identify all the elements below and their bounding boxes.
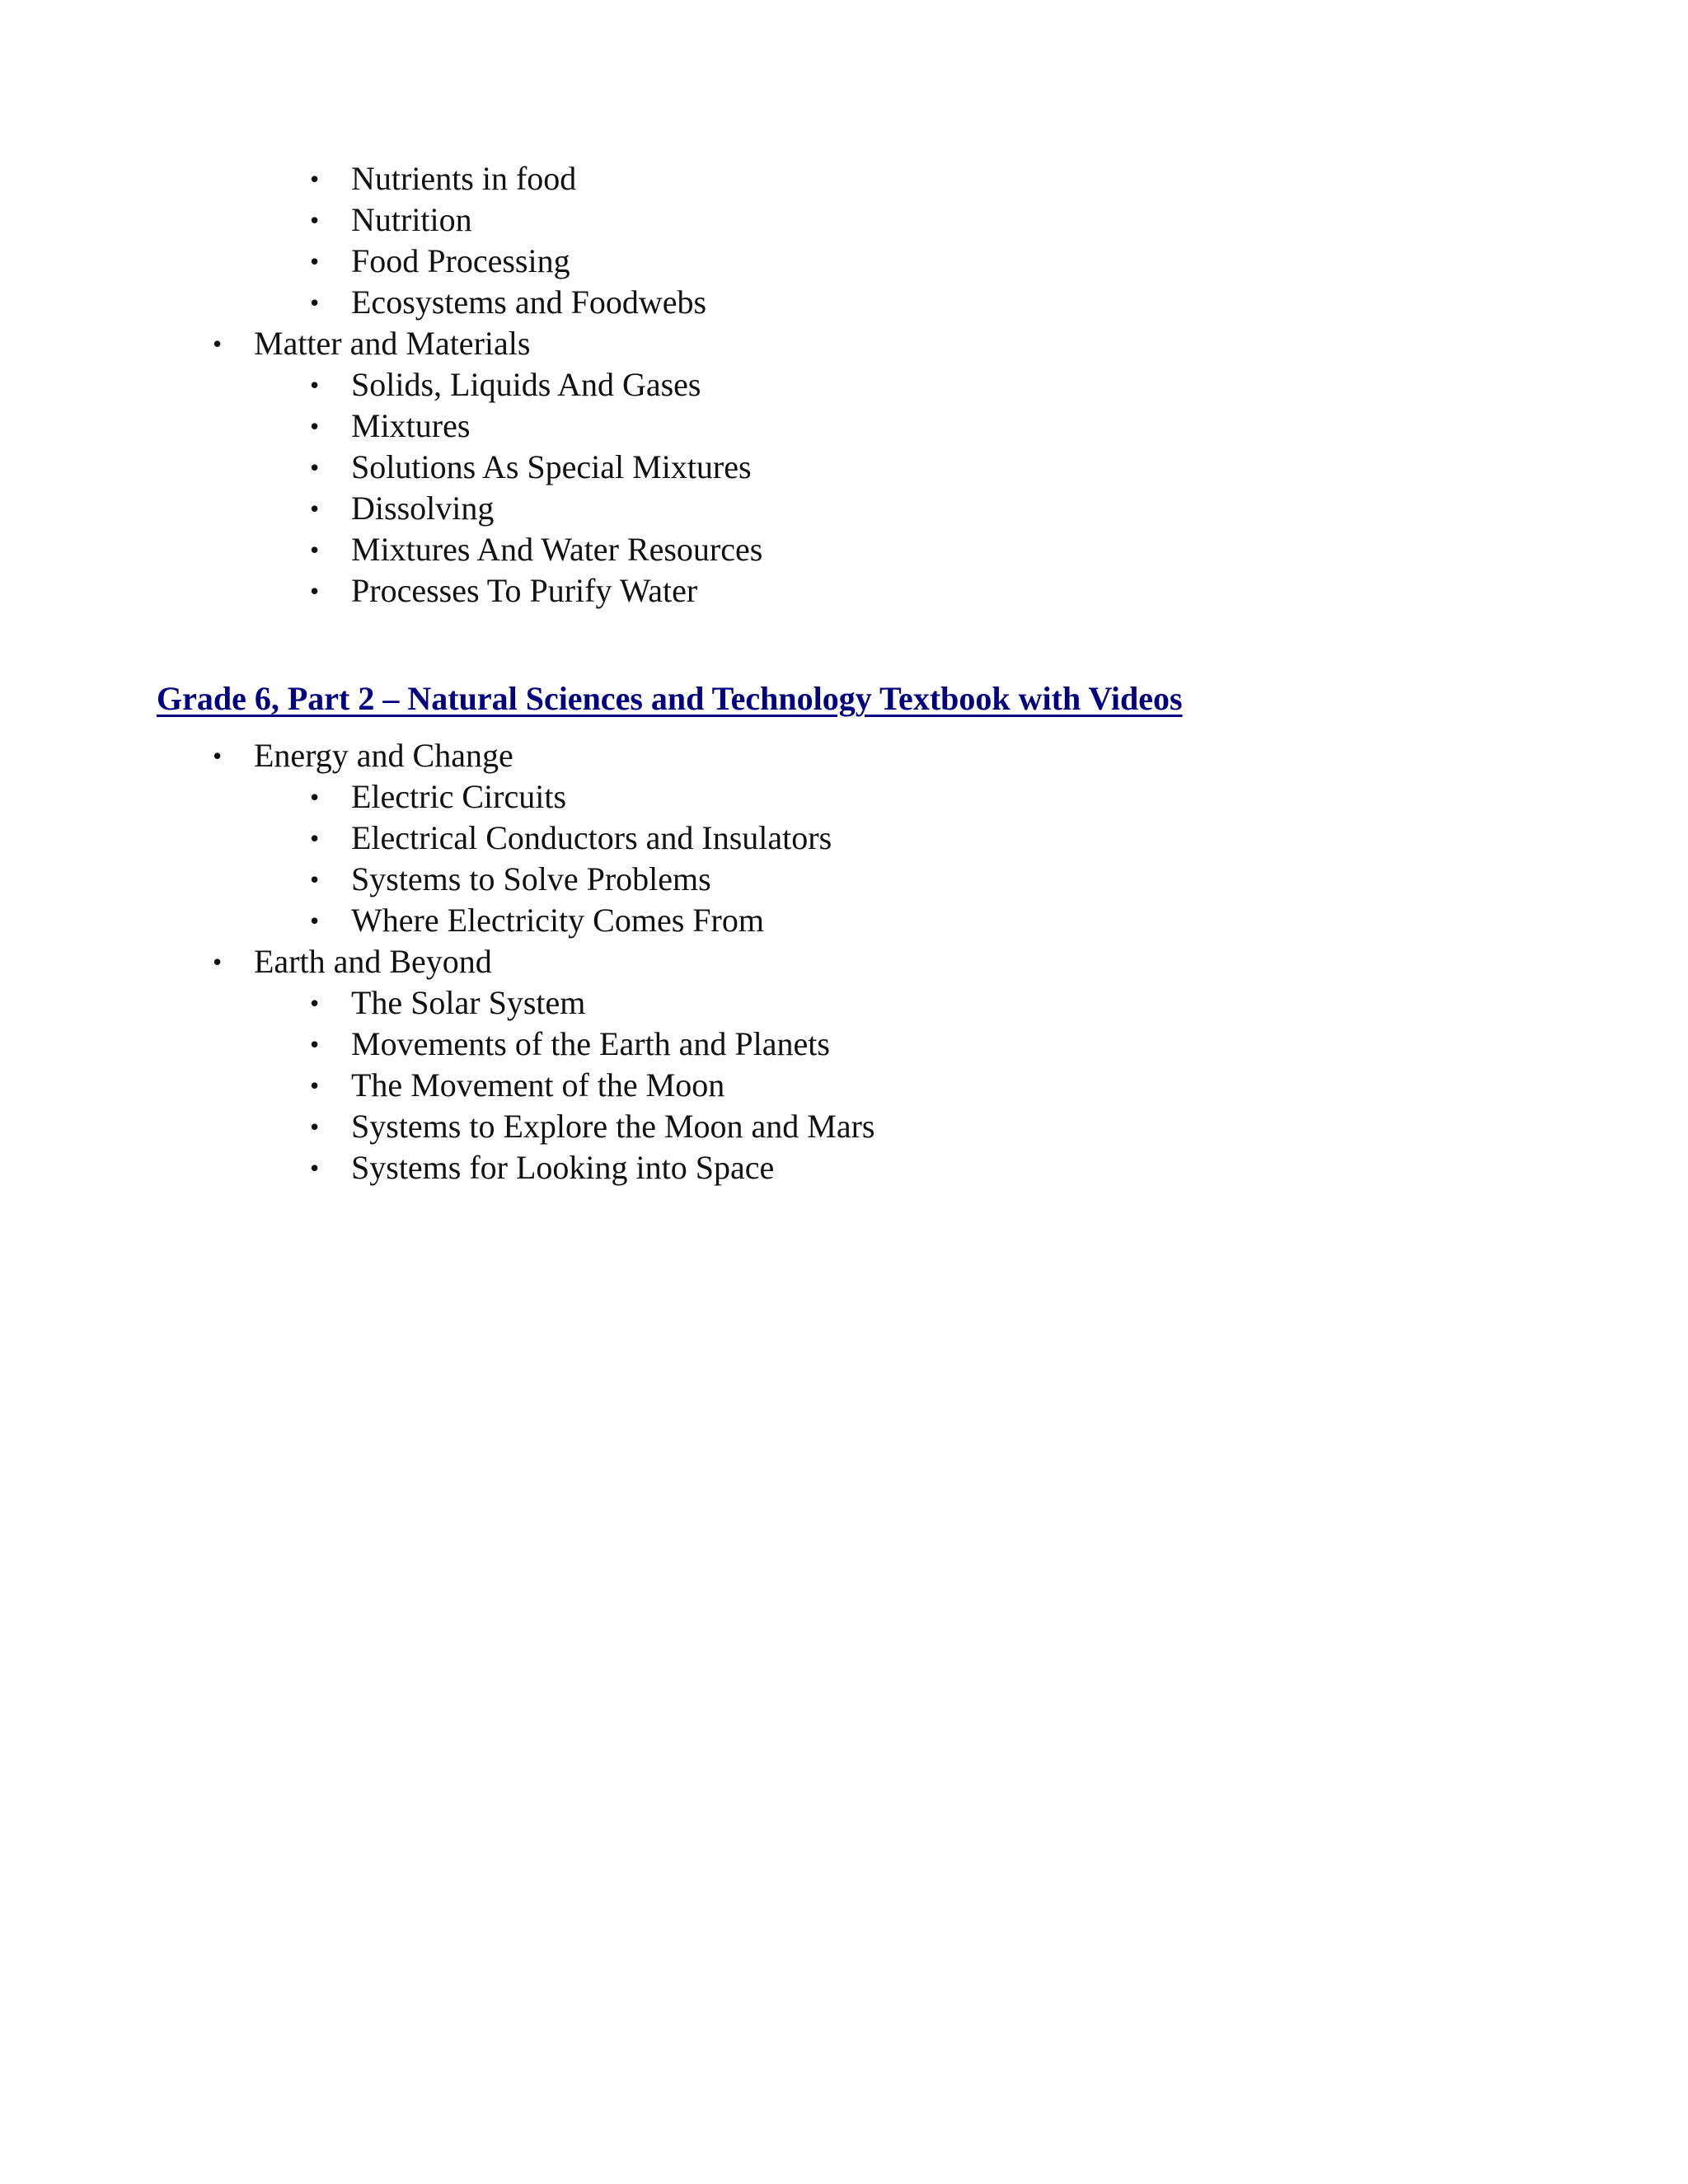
bullet-icon: • xyxy=(310,452,320,482)
list-item-label: The Solar System xyxy=(351,984,586,1021)
list-item xyxy=(0,447,1688,488)
bullet-icon: • xyxy=(310,1112,320,1141)
list-item-label: Electrical Conductors and Insulators xyxy=(351,819,832,856)
bullet-icon: • xyxy=(310,164,320,194)
bullet-icon: • xyxy=(310,865,320,894)
list-item xyxy=(0,488,1688,529)
list-item xyxy=(0,282,1688,323)
list-item-label: Systems to Solve Problems xyxy=(351,860,711,898)
list-item xyxy=(0,900,1688,941)
list-item xyxy=(0,529,1688,570)
list-item-label: Electric Circuits xyxy=(351,778,567,815)
list-item-label: Dissolving xyxy=(351,490,495,527)
list-item xyxy=(0,776,1688,818)
list-item xyxy=(0,241,1688,282)
list-item-label: Nutrition xyxy=(351,201,472,238)
bullet-icon: • xyxy=(213,947,223,977)
bullet-icon: • xyxy=(310,494,320,523)
section-label: Energy and Change xyxy=(254,737,513,774)
bullet-icon: • xyxy=(310,576,320,606)
list-item-label: Food Processing xyxy=(351,242,570,279)
list-item xyxy=(0,1147,1688,1188)
list-item-label: Ecosystems and Foodwebs xyxy=(351,284,707,321)
list-item-label: Nutrients in food xyxy=(351,160,577,197)
section-label: Earth and Beyond xyxy=(254,943,492,980)
bullet-icon: • xyxy=(310,288,320,317)
list-item-label: Solutions As Special Mixtures xyxy=(351,448,752,485)
bullet-icon: • xyxy=(310,823,320,853)
bullet-icon: • xyxy=(310,1153,320,1183)
list-item-label: The Movement of the Moon xyxy=(351,1066,725,1104)
list-item-label: Where Electricity Comes From xyxy=(351,902,764,939)
part2-textbook-link[interactable]: Grade 6, Part 2 – Natural Sciences and Technology Textbook with Videos xyxy=(157,680,1183,717)
list-item-label: Systems for Looking into Space xyxy=(351,1149,775,1186)
list-item xyxy=(0,818,1688,859)
list-item xyxy=(0,859,1688,900)
list-item-label: Movements of the Earth and Planets xyxy=(351,1025,830,1062)
bullet-icon: • xyxy=(310,906,320,935)
list-item xyxy=(0,364,1688,405)
bullet-icon: • xyxy=(310,370,320,400)
list-item xyxy=(0,982,1688,1024)
list-item xyxy=(0,405,1688,447)
bullet-icon: • xyxy=(310,535,320,565)
bullet-icon: • xyxy=(310,1071,320,1100)
bullet-icon: • xyxy=(310,205,320,235)
part1-topic-list xyxy=(0,158,1688,612)
list-item xyxy=(0,199,1688,241)
bullet-icon: • xyxy=(310,246,320,276)
list-item xyxy=(0,1024,1688,1065)
bullet-icon: • xyxy=(310,988,320,1018)
list-item-section xyxy=(0,735,1688,776)
list-item-section xyxy=(0,323,1688,364)
bullet-icon: • xyxy=(310,1029,320,1059)
list-item-section xyxy=(0,941,1688,982)
list-item-label: Systems to Explore the Moon and Mars xyxy=(351,1108,875,1145)
list-item-label: Mixtures And Water Resources xyxy=(351,531,763,568)
bullet-icon: • xyxy=(310,782,320,812)
list-item-label: Solids, Liquids And Gases xyxy=(351,366,701,403)
bullet-icon: • xyxy=(213,329,223,359)
list-item xyxy=(0,570,1688,612)
section-label: Matter and Materials xyxy=(254,325,531,362)
bullet-icon: • xyxy=(310,411,320,441)
list-item-label: Processes To Purify Water xyxy=(351,572,698,609)
part2-topic-list xyxy=(0,735,1688,1188)
list-item xyxy=(0,1106,1688,1147)
list-item xyxy=(0,158,1688,199)
list-item xyxy=(0,1065,1688,1106)
bullet-icon: • xyxy=(213,741,223,771)
list-item-label: Mixtures xyxy=(351,407,471,444)
